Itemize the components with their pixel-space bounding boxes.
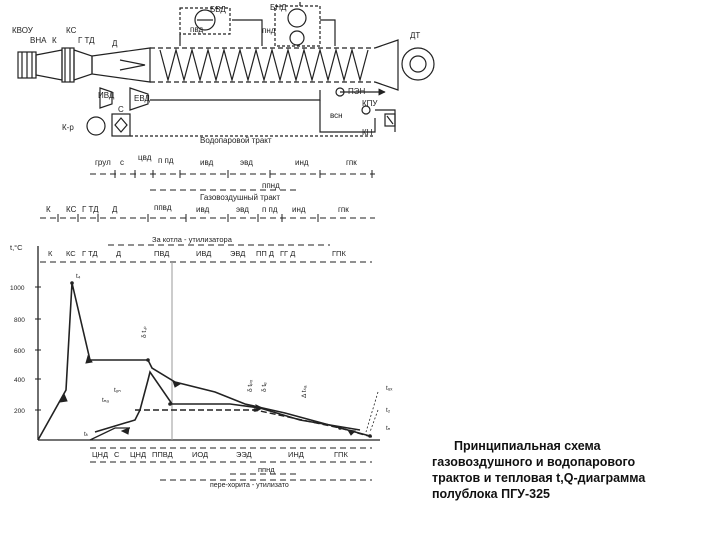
ws-seg-1: с: [120, 158, 124, 167]
label-pnd: пнд: [262, 26, 276, 35]
bot-seg-0: ЦНД: [92, 450, 109, 459]
top-seg-5: ИВД: [196, 249, 212, 258]
top-seg-9: ГПК: [332, 249, 346, 258]
caption-line-1: Принципиальная схема: [454, 439, 601, 453]
ga-seg-1: КС: [66, 205, 77, 214]
tick-800: 800: [14, 317, 25, 324]
steam-temperature-curve: [95, 372, 360, 432]
tq-diagram: [10, 235, 393, 489]
scheme-labels: [12, 3, 420, 137]
annot-tgp: tₒₙ: [114, 387, 121, 394]
gas-air-tract: [40, 181, 375, 222]
ws-seg-3: п пд: [158, 156, 174, 165]
label-gtd: Г ТД: [78, 36, 95, 45]
annot-tpv: tₙₐ: [102, 397, 109, 404]
label-s: С: [118, 105, 124, 114]
tick-1000: 1000: [10, 285, 25, 292]
y-axis-label: t,°C: [10, 243, 23, 252]
bot-seg-2: ЦНД: [130, 450, 147, 459]
label-bnd: БНД: [270, 3, 287, 12]
annot-tz: t₂: [386, 407, 391, 414]
annot-tyx: tᵤₓ: [386, 385, 393, 392]
label-d: Д: [112, 39, 118, 48]
annot-dt-ind: δ tₑ: [261, 382, 268, 392]
top-seg-4: ПВД: [154, 249, 170, 258]
top-seg-1: КС: [66, 249, 76, 258]
compressor-icon: [36, 50, 62, 80]
label-kvou: КВОУ: [12, 26, 33, 35]
bnd-drum-icon: [288, 9, 306, 27]
annot-tk: tₖ: [84, 431, 89, 438]
gas-air-title: Газовоздушный тракт: [200, 193, 281, 202]
ws-seg-5: эвд: [240, 158, 253, 167]
label-knu: КПУ: [362, 99, 378, 108]
hrsg-coils-icon: [160, 50, 368, 80]
bot-seg-6: ИНД: [288, 450, 304, 459]
bot-label2: ппнд: [258, 465, 275, 474]
annot-dt-gpk: Δ tₛₐ: [301, 385, 308, 398]
label-ivd: ИВД: [98, 91, 115, 100]
zone-label: За котла - утилизатора: [152, 235, 232, 244]
gas-turbine-icon: [74, 50, 92, 80]
top-seg-7: ПП Д: [256, 249, 274, 258]
ws-seg-0: грул: [95, 158, 111, 167]
principal-scheme: [18, 2, 434, 136]
label-vna: ВНА: [30, 36, 47, 45]
label-k: К: [52, 36, 57, 45]
caption-line-4: полублока ПГУ-325: [432, 487, 550, 501]
gas-air-ppnd: ппнд: [262, 181, 280, 190]
top-seg-0: К: [48, 249, 53, 258]
kvou-filter-icon: [18, 52, 36, 78]
label-kn: КН: [362, 128, 373, 137]
bot-zone-label: пере-хорита - утилизато: [210, 482, 289, 489]
label-dt: ДТ: [410, 31, 421, 40]
top-seg-3: Д: [116, 249, 122, 258]
bot-seg-4: ИОД: [192, 450, 209, 459]
tick-400: 400: [14, 377, 25, 384]
bot-seg-3: ППВД: [152, 450, 173, 459]
bot-seg-5: ЭЭД: [236, 450, 252, 459]
top-seg-8: ГГ Д: [280, 249, 296, 258]
ga-seg-7: п пд: [262, 205, 278, 214]
diffuser-icon: [92, 48, 150, 82]
annot-t4: t₄: [76, 273, 81, 280]
condenser-pump-icon: [87, 117, 105, 135]
ws-seg-4: ивд: [200, 158, 214, 167]
annot-dt-evd: δ tₚₓ: [247, 379, 254, 392]
label-evd: ЕВД: [134, 94, 150, 103]
label-pvd: пвд: [190, 25, 204, 34]
ga-seg-8: инд: [292, 205, 306, 214]
ws-seg-2: цвд: [138, 153, 152, 162]
bot-seg-1: С: [114, 450, 120, 459]
combustion-chamber-icon: [62, 48, 74, 82]
annot-dt-pinch: δ t,ₚ: [141, 326, 148, 338]
ws-seg-6: инд: [295, 158, 309, 167]
caption-line-3: трактов и тепловая t,Q-диаграмма: [432, 471, 646, 485]
ga-seg-6: эвд: [236, 205, 249, 214]
label-ks: КС: [66, 26, 77, 35]
bot-seg-7: ГПК: [334, 450, 348, 459]
water-steam-title: Водопаровой тракт: [200, 136, 272, 145]
ga-seg-3: Д: [112, 205, 118, 214]
label-vsn: всн: [330, 111, 343, 120]
water-temperature-dashed: [135, 410, 372, 437]
ga-seg-4: ппвд: [154, 203, 172, 212]
tick-600: 600: [14, 348, 25, 355]
caption-line-2: газовоздушного и водопарового: [432, 455, 636, 469]
label-kp: К-р: [62, 123, 74, 132]
label-pen: ПЭН: [348, 87, 366, 96]
tick-200: 200: [14, 408, 25, 415]
top-seg-6: ЭВД: [230, 249, 246, 258]
ws-seg-7: гпк: [346, 158, 357, 167]
figure-caption: [432, 438, 712, 502]
annot-tsv: tₙ: [386, 425, 391, 432]
top-seg-2: Г ТД: [82, 249, 98, 258]
dt-fan-icon: [402, 48, 434, 80]
ga-seg-5: ивд: [196, 205, 210, 214]
water-steam-tract: [90, 136, 375, 178]
ga-seg-2: Г ТД: [82, 205, 99, 214]
label-bvd: БВД: [210, 5, 226, 14]
ga-seg-9: гпк: [338, 205, 349, 214]
ga-seg-0: К: [46, 205, 51, 214]
flue-icon: [375, 40, 398, 90]
